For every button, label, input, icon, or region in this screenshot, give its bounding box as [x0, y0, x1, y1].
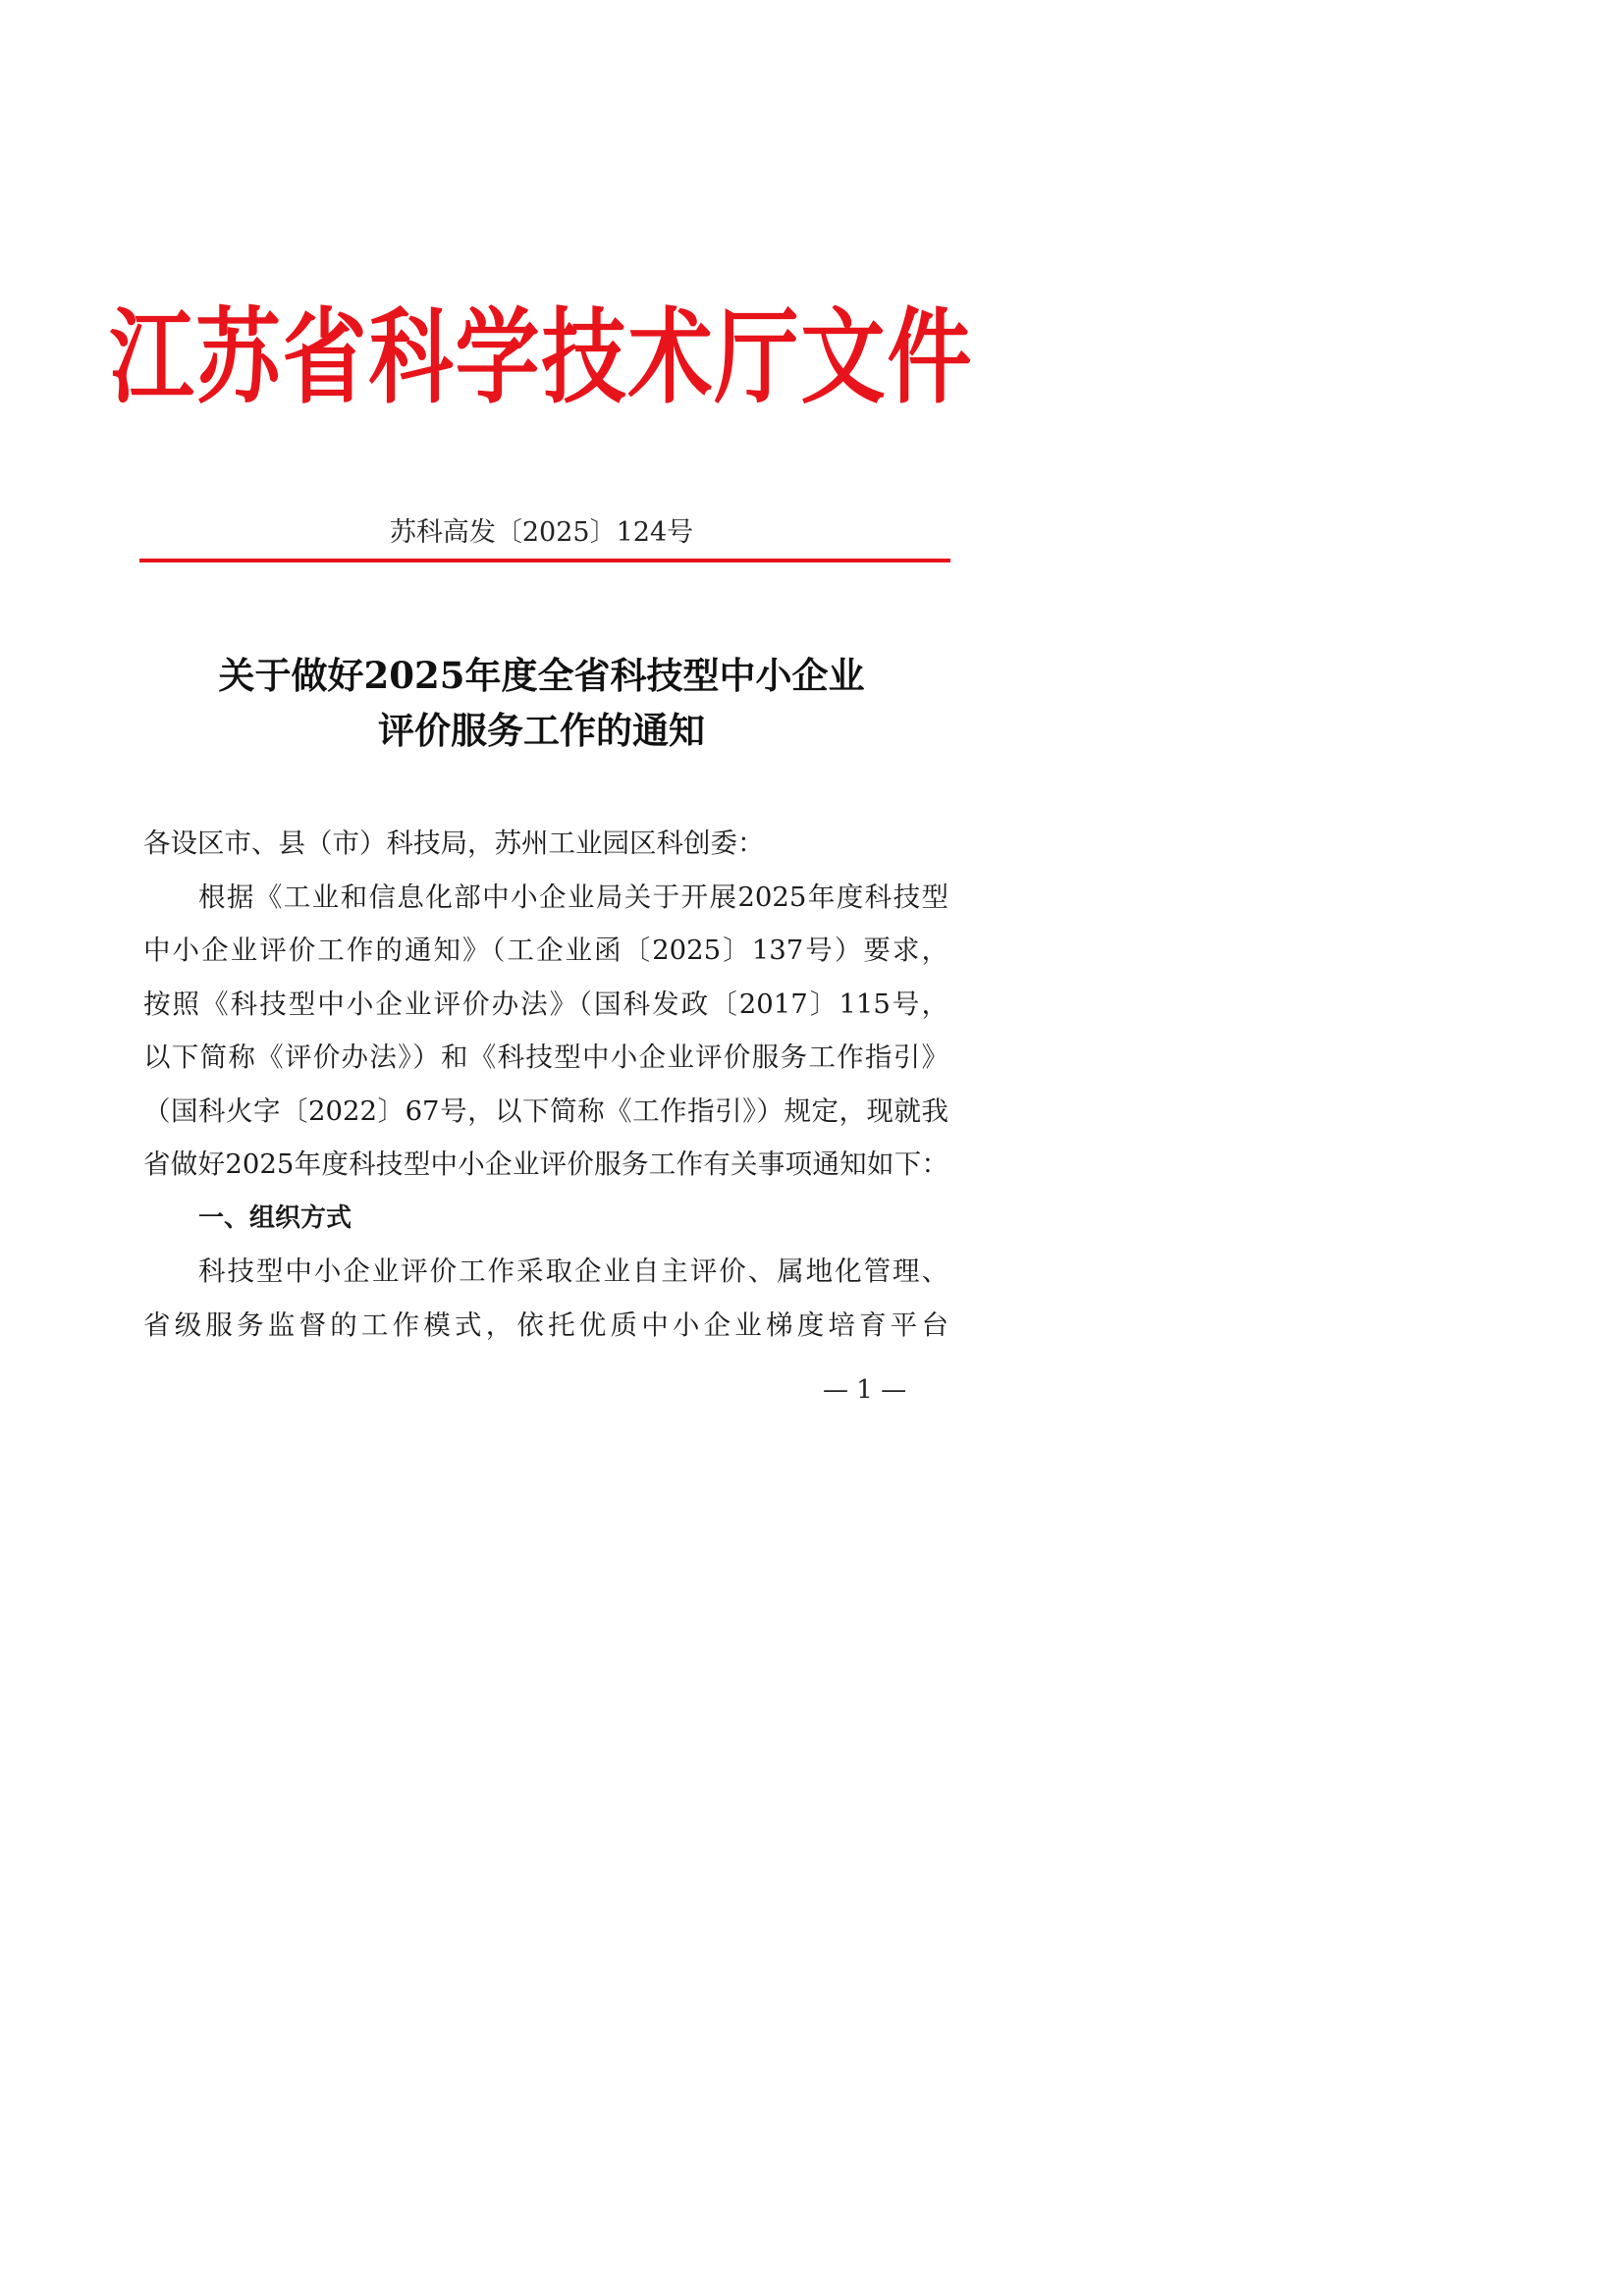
page-number: — 1 —	[823, 1375, 907, 1405]
title-line-2: 评价服务工作的通知	[378, 709, 705, 752]
paragraph-1-line: 根据《工业和信息化部中小企业局关于开展2025年度科技型	[198, 881, 948, 913]
paragraph-2-line: 科技型中小企业评价工作采取企业自主评价、属地化管理、	[198, 1255, 948, 1287]
document-number: 苏科高发〔2025〕124号	[389, 517, 694, 548]
salutation: 各设区市、县（市）科技局，苏州工业园区科创委：	[143, 828, 765, 859]
masthead-title: 江苏省科学技术厅文件	[109, 298, 974, 419]
paragraph-1-line: 按照《科技型中小企业评价办法》（国科发政〔2017〕115号，	[143, 988, 948, 1020]
paragraph-1-line: 省做好2025年度科技型中小企业评价服务工作有关事项通知如下：	[143, 1148, 948, 1180]
paragraph-2-line: 省级服务监督的工作模式，依托优质中小企业梯度培育平台	[143, 1308, 948, 1341]
paragraph-1-line: （国科火字〔2022〕67号，以下简称《工作指引》）规定，现就我	[143, 1095, 948, 1127]
document-body	[143, 817, 948, 1352]
document-title	[0, 648, 1083, 758]
paragraph-1-line: 中小企业评价工作的通知》（工企业函〔2025〕137号）要求，	[143, 934, 948, 966]
section-1-heading: 一、组织方式	[198, 1202, 352, 1233]
red-divider-line	[139, 559, 950, 562]
document-page	[0, 0, 1083, 1536]
title-line-1: 关于做好2025年度全省科技型中小企业	[218, 654, 865, 697]
paragraph-1-line: 以下简称《评价办法》）和《科技型中小企业评价服务工作指引》	[143, 1041, 948, 1073]
